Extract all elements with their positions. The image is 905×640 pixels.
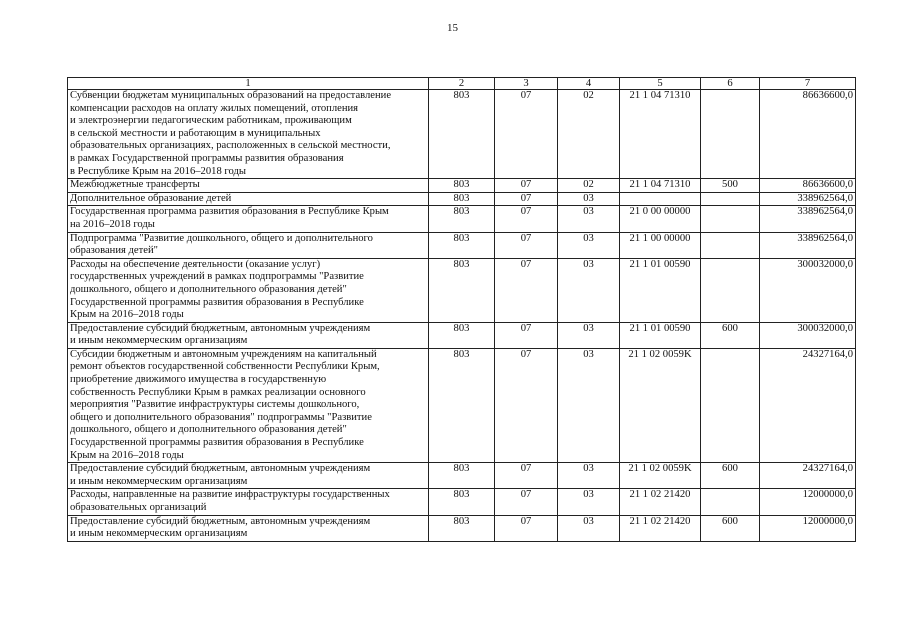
row-expense-type-code bbox=[701, 192, 760, 206]
column-header: 2 bbox=[429, 78, 495, 90]
row-expense-type-code: 600 bbox=[701, 515, 760, 541]
row-target-code: 21 1 02 0059K bbox=[620, 463, 701, 489]
column-header: 1 bbox=[68, 78, 429, 90]
row-expense-type-code: 500 bbox=[701, 179, 760, 193]
table-row bbox=[68, 489, 856, 515]
column-header-row bbox=[68, 78, 856, 90]
column-header: 4 bbox=[558, 78, 620, 90]
row-target-code: 21 1 04 71310 bbox=[620, 90, 701, 179]
row-subsection-code: 03 bbox=[558, 258, 620, 322]
row-expense-type-code bbox=[701, 90, 760, 179]
row-subsection-code: 03 bbox=[558, 515, 620, 541]
row-name: Расходы на обеспечение деятельности (оказание услуг) государственных учреждений в рамках подпрограммы "Развитие дошкольного, общего и дополнительного образования детей" Государственной программы развития образования в Республике Крым на 2016–2018 годы bbox=[68, 258, 429, 322]
row-amount: 300032000,0 bbox=[760, 322, 856, 348]
table-row bbox=[68, 348, 856, 462]
row-subsection-code: 03 bbox=[558, 192, 620, 206]
table-row bbox=[68, 90, 856, 179]
row-ministry-code: 803 bbox=[429, 489, 495, 515]
row-section-code: 07 bbox=[495, 232, 558, 258]
row-subsection-code: 03 bbox=[558, 206, 620, 232]
row-expense-type-code: 600 bbox=[701, 463, 760, 489]
row-amount: 338962564,0 bbox=[760, 206, 856, 232]
row-ministry-code: 803 bbox=[429, 515, 495, 541]
row-target-code: 21 1 01 00590 bbox=[620, 258, 701, 322]
table-row bbox=[68, 232, 856, 258]
row-section-code: 07 bbox=[495, 90, 558, 179]
row-amount: 86636600,0 bbox=[760, 90, 856, 179]
row-target-code: 21 1 01 00590 bbox=[620, 322, 701, 348]
row-target-code bbox=[620, 192, 701, 206]
row-target-code: 21 1 02 21420 bbox=[620, 489, 701, 515]
row-expense-type-code: 600 bbox=[701, 322, 760, 348]
row-subsection-code: 03 bbox=[558, 348, 620, 462]
row-name: Дополнительное образование детей bbox=[68, 192, 429, 206]
row-amount: 12000000,0 bbox=[760, 515, 856, 541]
row-section-code: 07 bbox=[495, 258, 558, 322]
row-target-code: 21 1 00 00000 bbox=[620, 232, 701, 258]
table-row bbox=[68, 206, 856, 232]
row-section-code: 07 bbox=[495, 206, 558, 232]
row-expense-type-code bbox=[701, 206, 760, 232]
row-target-code: 21 1 02 0059K bbox=[620, 348, 701, 462]
row-section-code: 07 bbox=[495, 192, 558, 206]
row-name: Субвенции бюджетам муниципальных образований на предоставление компенсации расходов на оплату жилых помещений, отопления и электроэнергии педагогическим работникам, проживающим в сельской местности и работающим в муниципальных образовательных организациях, расположенных в сельской местности, в рамках Государственной программы развития образования в Республике Крым на 2016–2018 годы bbox=[68, 90, 429, 179]
row-subsection-code: 02 bbox=[558, 90, 620, 179]
column-header: 5 bbox=[620, 78, 701, 90]
table-row bbox=[68, 463, 856, 489]
row-target-code: 21 1 02 21420 bbox=[620, 515, 701, 541]
row-expense-type-code bbox=[701, 348, 760, 462]
column-header: 6 bbox=[701, 78, 760, 90]
row-ministry-code: 803 bbox=[429, 258, 495, 322]
row-section-code: 07 bbox=[495, 489, 558, 515]
row-ministry-code: 803 bbox=[429, 206, 495, 232]
row-ministry-code: 803 bbox=[429, 232, 495, 258]
row-section-code: 07 bbox=[495, 515, 558, 541]
row-name: Предоставление субсидий бюджетным, автономным учреждениям и иным некоммерческим организациям bbox=[68, 463, 429, 489]
row-amount: 12000000,0 bbox=[760, 489, 856, 515]
row-ministry-code: 803 bbox=[429, 348, 495, 462]
row-amount: 86636600,0 bbox=[760, 179, 856, 193]
row-section-code: 07 bbox=[495, 348, 558, 462]
column-header: 7 bbox=[760, 78, 856, 90]
row-target-code: 21 1 04 71310 bbox=[620, 179, 701, 193]
row-ministry-code: 803 bbox=[429, 192, 495, 206]
row-target-code: 21 0 00 00000 bbox=[620, 206, 701, 232]
row-name: Предоставление субсидий бюджетным, автономным учреждениям и иным некоммерческим организациям bbox=[68, 515, 429, 541]
row-amount: 338962564,0 bbox=[760, 192, 856, 206]
row-amount: 24327164,0 bbox=[760, 348, 856, 462]
row-subsection-code: 02 bbox=[558, 179, 620, 193]
row-name: Предоставление субсидий бюджетным, автономным учреждениям и иным некоммерческим организациям bbox=[68, 322, 429, 348]
row-amount: 300032000,0 bbox=[760, 258, 856, 322]
row-name: Межбюджетные трансферты bbox=[68, 179, 429, 193]
row-name: Субсидии бюджетным и автономным учреждениям на капитальный ремонт объектов государственной собственности Республики Крым, приобретение движимого имущества в государственную собственность Республики Крым в рамках реализации основного мероприятия "Развитие инфраструктуры системы дошкольного, общего и дополнительного образования" подпрограммы "Развитие дошкольного, общего и дополнительного образования детей" Государственной программы развития образования в Республике Крым на 2016–2018 годы bbox=[68, 348, 429, 462]
row-expense-type-code bbox=[701, 232, 760, 258]
row-ministry-code: 803 bbox=[429, 322, 495, 348]
row-section-code: 07 bbox=[495, 179, 558, 193]
row-name: Расходы, направленные на развитие инфраструктуры государственных образовательных организаций bbox=[68, 489, 429, 515]
table-row bbox=[68, 258, 856, 322]
row-ministry-code: 803 bbox=[429, 90, 495, 179]
column-header: 3 bbox=[495, 78, 558, 90]
row-ministry-code: 803 bbox=[429, 463, 495, 489]
row-subsection-code: 03 bbox=[558, 232, 620, 258]
row-subsection-code: 03 bbox=[558, 322, 620, 348]
table-row bbox=[68, 322, 856, 348]
row-expense-type-code bbox=[701, 258, 760, 322]
page-number: 15 bbox=[447, 22, 458, 34]
row-amount: 24327164,0 bbox=[760, 463, 856, 489]
row-section-code: 07 bbox=[495, 322, 558, 348]
row-section-code: 07 bbox=[495, 463, 558, 489]
row-amount: 338962564,0 bbox=[760, 232, 856, 258]
table-row bbox=[68, 179, 856, 193]
row-subsection-code: 03 bbox=[558, 463, 620, 489]
row-ministry-code: 803 bbox=[429, 179, 495, 193]
row-name: Подпрограмма "Развитие дошкольного, общего и дополнительного образования детей" bbox=[68, 232, 429, 258]
row-subsection-code: 03 bbox=[558, 489, 620, 515]
budget-table bbox=[67, 77, 856, 542]
table-row bbox=[68, 192, 856, 206]
table-row bbox=[68, 515, 856, 541]
row-expense-type-code bbox=[701, 489, 760, 515]
row-name: Государственная программа развития образования в Республике Крым на 2016–2018 годы bbox=[68, 206, 429, 232]
